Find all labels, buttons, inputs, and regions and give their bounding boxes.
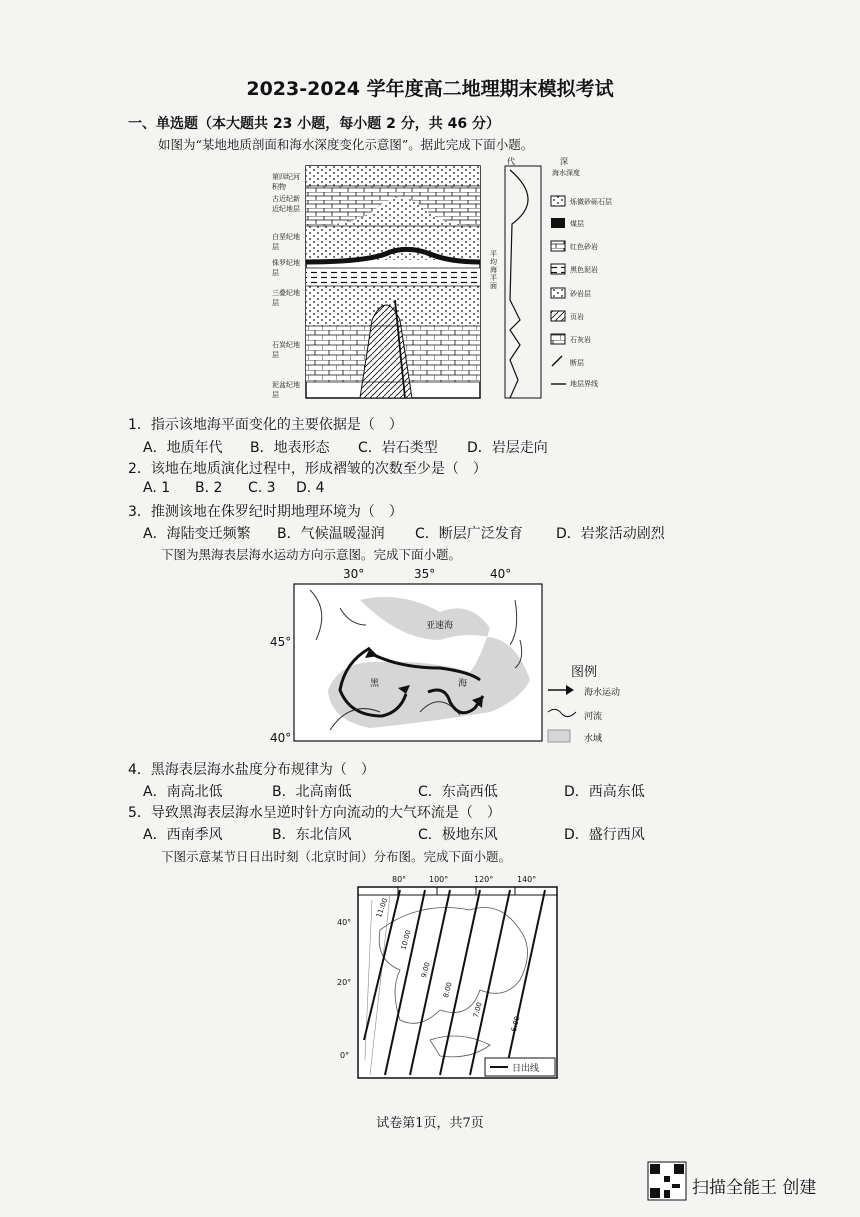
intro-geology: 如图为“某地地质剖面和海水深度变化示意图”。据此完成下面小题。 <box>158 137 534 152</box>
exam-title: 2023-2024 学年度高二地理期末模拟考试 <box>246 78 614 100</box>
sunrise-time-label: 11:00 <box>374 897 390 919</box>
q2-option-c[interactable]: C. 3 <box>248 480 276 496</box>
q2-option-d[interactable]: D. 4 <box>296 480 325 496</box>
sea-lon-label: 40° <box>490 567 512 581</box>
intro-black-sea: 下图为黑海表层海水运动方向示意图。完成下面小题。 <box>161 547 462 562</box>
intro-sunrise: 下图示意某节日日出时刻（北京时间）分布图。完成下面小题。 <box>161 849 512 864</box>
q1-option-c[interactable]: C．岩石类型 <box>358 440 438 456</box>
sunrise-time-label: 9:00 <box>419 961 432 979</box>
sunrise-time-label: 8:00 <box>441 981 454 999</box>
sea-lon-label: 30° <box>343 567 365 581</box>
sun-lat-label: 40° <box>337 918 352 927</box>
stratum-label: 第四纪河积物 <box>272 173 300 191</box>
geo-top-right: 深 <box>560 157 568 166</box>
geo-legend-label: 黑色泥岩 <box>570 266 598 274</box>
question-2: 2．该地在地质演化过程中，形成褶皱的次数至少是（ ） <box>128 461 487 477</box>
stratum-label: 古近纪新近纪地层 <box>272 195 300 213</box>
q5-option-b[interactable]: B．东北信风 <box>272 827 352 843</box>
stratum-label: 白垩纪地层 <box>272 233 300 251</box>
stratum-label: 三叠纪地层 <box>272 289 300 307</box>
q4-option-a[interactable]: A．南高北低 <box>143 784 223 800</box>
q4-option-c[interactable]: C．东高西低 <box>418 784 498 800</box>
sunrise-time-label: 10:00 <box>399 929 413 951</box>
sunrise-legend: 日出线 <box>512 1064 540 1074</box>
geo-legend-label: 断层 <box>570 359 584 367</box>
q3-option-a[interactable]: A．海陆变迁频繁 <box>143 526 251 542</box>
q3-option-d[interactable]: D．岩浆活动剧烈 <box>556 526 665 542</box>
sea-lon-label: 35° <box>414 567 436 581</box>
q1-option-d[interactable]: D．岩层走向 <box>467 440 548 456</box>
q3-option-b[interactable]: B．气候温暖湿润 <box>277 526 385 542</box>
q5-option-d[interactable]: D．盛行西风 <box>564 827 645 843</box>
sea-legend-label: 海水运动 <box>584 688 621 698</box>
stratum-label: 石炭纪地层 <box>272 341 300 359</box>
geo-legend-label: 红色砂岩 <box>570 243 598 251</box>
sea-legend-title: 图例 <box>571 665 598 680</box>
sun-lat-label: 20° <box>337 978 352 987</box>
sea-legend-label: 河流 <box>584 712 603 722</box>
stratum-label: 侏罗纪地层 <box>272 259 300 277</box>
question-5: 5．导致黑海表层海水呈逆时针方向流动的大气环流是（ ） <box>128 805 501 821</box>
q5-option-c[interactable]: C．极地东风 <box>418 827 498 843</box>
stratum-label: 泥盆纪地层 <box>272 381 300 399</box>
q4-option-b[interactable]: B．北高南低 <box>272 784 352 800</box>
q4-option-d[interactable]: D．西高东低 <box>564 784 645 800</box>
q3-option-c[interactable]: C．断层广泛发育 <box>415 526 523 542</box>
geo-legend-label: 烁微砂砾石层 <box>570 198 612 206</box>
geo-depth-label: 海水深度 <box>552 169 580 177</box>
geo-top-left: 代 <box>507 157 515 166</box>
sunrise-time-label: 7:00 <box>471 1001 484 1019</box>
black-sea-label-1: 黑 <box>370 679 380 689</box>
sun-lon-label: 80° <box>392 875 407 884</box>
azov-sea-label: 亚速海 <box>426 621 454 631</box>
section-heading: 一、单选题（本大题共 23 小题，每小题 2 分，共 46 分） <box>128 116 500 132</box>
sun-lon-label: 100° <box>429 875 449 884</box>
question-4: 4．黑海表层海水盐度分布规律为（ ） <box>128 762 375 778</box>
q2-option-b[interactable]: B. 2 <box>195 480 223 496</box>
q1-option-a[interactable]: A．地质年代 <box>143 440 223 456</box>
geo-legend-label: 页岩 <box>570 313 584 321</box>
sea-lat-label: 40° <box>270 731 292 745</box>
q5-option-a[interactable]: A．西南季风 <box>143 827 223 843</box>
black-sea-label-2: 海 <box>458 679 468 689</box>
q2-option-a[interactable]: A. 1 <box>143 480 171 496</box>
sea-lat-label: 45° <box>270 635 292 649</box>
geo-legend-label: 砂岩层 <box>570 290 591 298</box>
sun-lat-label: 0° <box>340 1051 350 1060</box>
sunrise-time-label: 6:00 <box>509 1015 522 1033</box>
geo-legend-label: 煤层 <box>570 220 584 228</box>
q1-option-b[interactable]: B．地表形态 <box>250 440 330 456</box>
question-3: 3．推测该地在侏罗纪时期地理环境为（ ） <box>128 504 403 520</box>
sun-lon-label: 120° <box>474 875 494 884</box>
sea-legend-label: 水域 <box>584 734 603 744</box>
watermark: 扫描全能王 创建 <box>692 1178 817 1198</box>
question-1: 1．指示该地海平面变化的主要依据是（ ） <box>128 417 403 433</box>
page-footer: 试卷第1页，共7页 <box>376 1116 484 1131</box>
sun-lon-label: 140° <box>517 875 537 884</box>
geo-legend-label: 地层界线 <box>570 380 598 388</box>
geo-mean-sea: 平均海平面 <box>490 250 497 290</box>
geo-legend-label: 石灰岩 <box>570 336 591 344</box>
